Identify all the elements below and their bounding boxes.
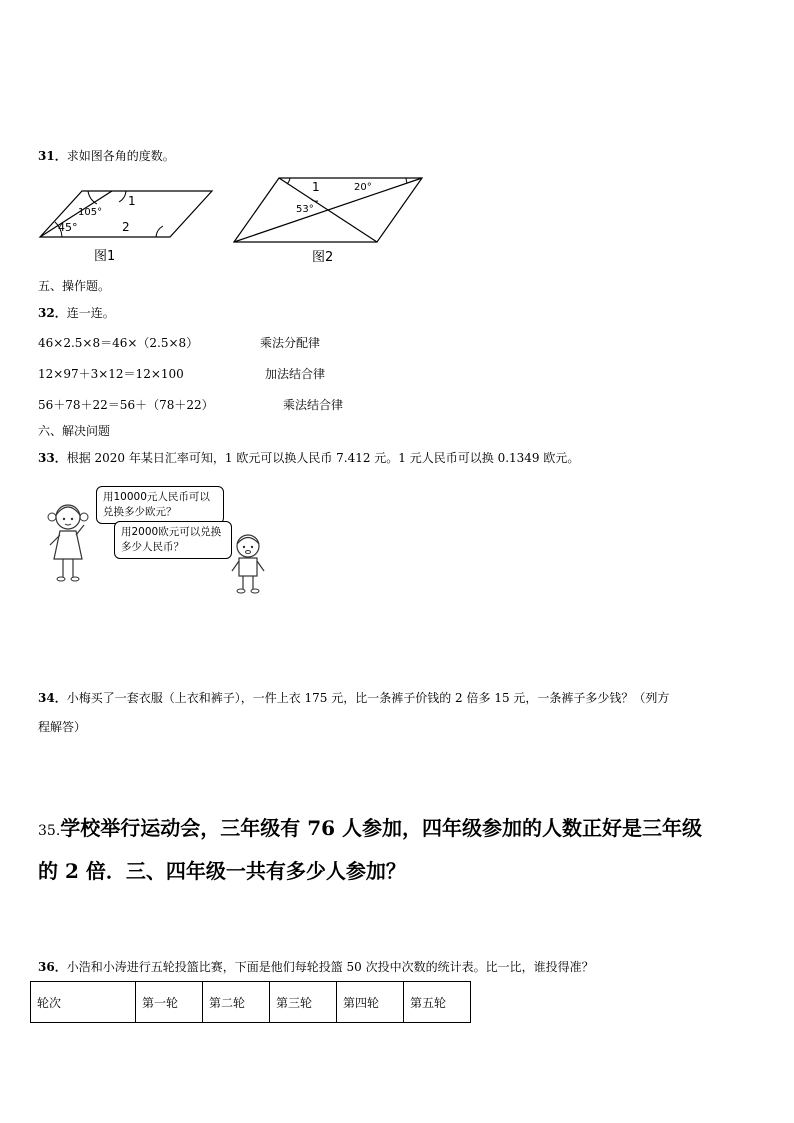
angle-arc	[287, 178, 290, 184]
q32-expression: 12×97＋3×12＝12×100	[38, 367, 184, 381]
q31-figure-1	[36, 186, 220, 266]
q35-number: 35.	[38, 823, 61, 839]
q33-text: 根据 2020 年某日汇率可知，1 欧元可以换人民币 7.412 元。1 元人民币可以换 0.1349 欧元。	[66, 451, 580, 465]
angle-label: 105°	[78, 207, 103, 218]
q33-prompt	[38, 449, 579, 466]
angle-arc	[119, 191, 126, 202]
q31-prompt	[38, 147, 175, 164]
figure-caption: 图2	[312, 250, 334, 265]
q36-text: 小浩和小涛进行五轮投篮比赛，下面是他们每轮投篮 50 次投中次数的统计表。比一比，谁投得准？	[66, 960, 594, 974]
q34-prompt	[38, 689, 669, 706]
table-header-cell: 第五轮	[404, 982, 471, 1023]
q34-number: 34．	[38, 691, 67, 705]
q36-table	[30, 981, 471, 1023]
angle-label: 45°	[58, 221, 78, 234]
girl-illustration	[44, 497, 94, 587]
q35-line-1: 学校举行运动会，三年级有 76 人参加，四年级参加的人数正好是三年级	[60, 816, 703, 840]
boy-illustration	[226, 533, 270, 595]
table-header-cell: 轮次	[31, 982, 136, 1023]
q32-expression: 46×2.5×8＝46×（2.5×8）	[38, 336, 199, 350]
angle-label: 20°	[354, 182, 372, 193]
q32-law[interactable]: 乘法结合律	[283, 398, 344, 412]
q32-law[interactable]: 加法结合律	[265, 367, 326, 381]
q32-expression: 56＋78＋22＝56＋（78＋22）	[38, 398, 214, 412]
angle-arc	[406, 178, 407, 183]
table-header-cell: 第三轮	[270, 982, 337, 1023]
table-header-cell: 第一轮	[136, 982, 203, 1023]
diagonal-line	[234, 178, 422, 242]
q31-text: 求如图各角的度数。	[66, 149, 175, 163]
q33-number: 33．	[38, 451, 67, 465]
girl-speech-bubble: 用10000元人民币可以兑换多少欧元？	[96, 486, 224, 524]
q34-line-2: 程解答）	[38, 720, 87, 734]
angle-label: 53°	[296, 204, 314, 215]
boy-speech-bubble: 用2000欧元可以兑换多少人民币？	[114, 521, 232, 559]
table-header-cell: 第四轮	[337, 982, 404, 1023]
table-header-cell: 第二轮	[203, 982, 270, 1023]
q36-prompt	[38, 958, 594, 975]
angle-arc	[156, 226, 163, 237]
q31-number: 31．	[38, 149, 67, 163]
q35-prompt	[38, 812, 702, 841]
section-6-heading: 六、解决问题	[38, 424, 111, 438]
angle-label: 1	[312, 180, 320, 194]
q32-law[interactable]: 乘法分配律	[260, 336, 321, 350]
q32-number: 32．	[38, 306, 67, 320]
q36-number: 36．	[38, 960, 67, 974]
q35-line-2: 的 2 倍．三、四年级一共有多少人参加？	[38, 859, 406, 883]
table-row	[31, 982, 471, 1023]
q31-figure-2	[230, 172, 426, 266]
angle-label: 1	[128, 194, 136, 208]
figure-caption: 图1	[94, 249, 116, 264]
section-5-heading: 五、操作题。	[38, 279, 111, 293]
angle-label: 2	[122, 220, 130, 234]
q34-line-1: 小梅买了一套衣服（上衣和裤子），一件上衣 175 元，比一条裤子价钱的 2 倍多 15 元，一条裤子多少钱？（列方	[66, 691, 670, 705]
q32-text: 连一连。	[66, 306, 115, 320]
q32-prompt	[38, 304, 115, 321]
